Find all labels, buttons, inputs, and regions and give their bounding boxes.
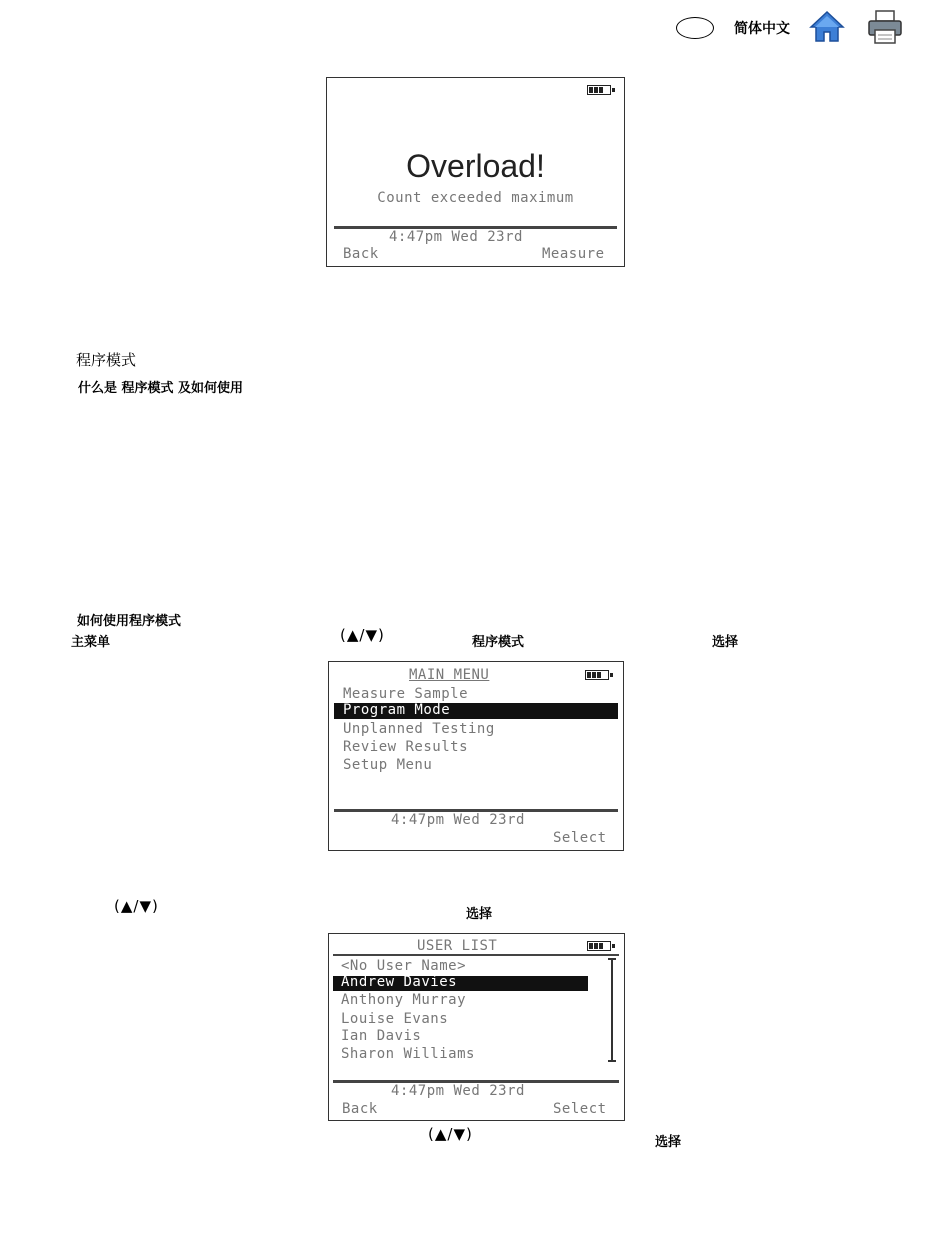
overload-subtitle: Count exceeded maximum [377, 190, 574, 206]
home-icon[interactable] [808, 8, 846, 46]
clock-readout: 4:47pm Wed 23rd [391, 812, 525, 828]
title-divider [333, 954, 619, 956]
menu-item-review-results[interactable]: Review Results [343, 739, 469, 755]
battery-icon [587, 941, 611, 951]
screen-title: MAIN MENU [409, 667, 490, 683]
language-link[interactable]: 简体中文 [734, 21, 790, 37]
select-label: 选择 [655, 1135, 682, 1150]
device-screen-overload [326, 77, 625, 267]
main-menu-label: 主菜单 [71, 635, 111, 650]
user-list-item[interactable]: Anthony Murray [341, 992, 467, 1008]
printer-icon[interactable] [866, 8, 904, 46]
section-subheading: 什么是 程序模式 及如何使用 [78, 381, 244, 396]
menu-item-unplanned-testing[interactable]: Unplanned Testing [343, 721, 495, 737]
user-list-item[interactable]: Ian Davis [341, 1028, 422, 1044]
back-soft-key[interactable]: Back [342, 1101, 378, 1117]
menu-item-program-mode-highlight[interactable] [334, 703, 618, 719]
user-list-item[interactable]: <No User Name> [341, 958, 467, 974]
howto-heading: 如何使用程序模式 [77, 614, 182, 629]
overload-title: Overload! [406, 148, 545, 184]
select-label: 选择 [712, 635, 739, 650]
back-soft-key[interactable]: Back [343, 246, 379, 262]
screen-title: USER LIST [417, 938, 498, 954]
scrollbar-cap-bottom [608, 1060, 616, 1062]
user-list-item-highlight[interactable] [333, 976, 588, 991]
menu-item-measure-sample[interactable]: Measure Sample [343, 686, 469, 702]
menu-item-setup-menu[interactable]: Setup Menu [343, 757, 433, 773]
section-heading: 程序模式 [76, 351, 137, 369]
up-down-arrows: (▲/▼) [428, 1125, 473, 1143]
user-list-item[interactable]: Andrew Davies [341, 974, 458, 990]
measure-soft-key[interactable]: Measure [542, 246, 605, 262]
menu-item-program-mode[interactable]: Program Mode [343, 702, 451, 718]
device-screen-main-menu [328, 661, 624, 851]
select-soft-key[interactable]: Select [553, 1101, 607, 1117]
scrollbar[interactable] [611, 958, 613, 1062]
select-soft-key[interactable]: Select [553, 830, 607, 846]
up-down-arrows: (▲/▼) [340, 626, 385, 644]
clock-readout: 4:47pm Wed 23rd [389, 229, 523, 245]
device-screen-user-list [328, 933, 625, 1121]
scrollbar-cap-top [608, 958, 616, 960]
select-label: 选择 [466, 907, 493, 922]
program-mode-label: 程序模式 [472, 635, 525, 650]
battery-icon [585, 670, 609, 680]
user-list-item[interactable]: Sharon Williams [341, 1046, 475, 1062]
clock-readout: 4:47pm Wed 23rd [391, 1083, 525, 1099]
user-list-item[interactable]: Louise Evans [341, 1011, 449, 1027]
language-oval-icon[interactable] [676, 17, 714, 39]
up-down-arrows: (▲/▼) [114, 897, 159, 915]
battery-icon [587, 85, 611, 95]
